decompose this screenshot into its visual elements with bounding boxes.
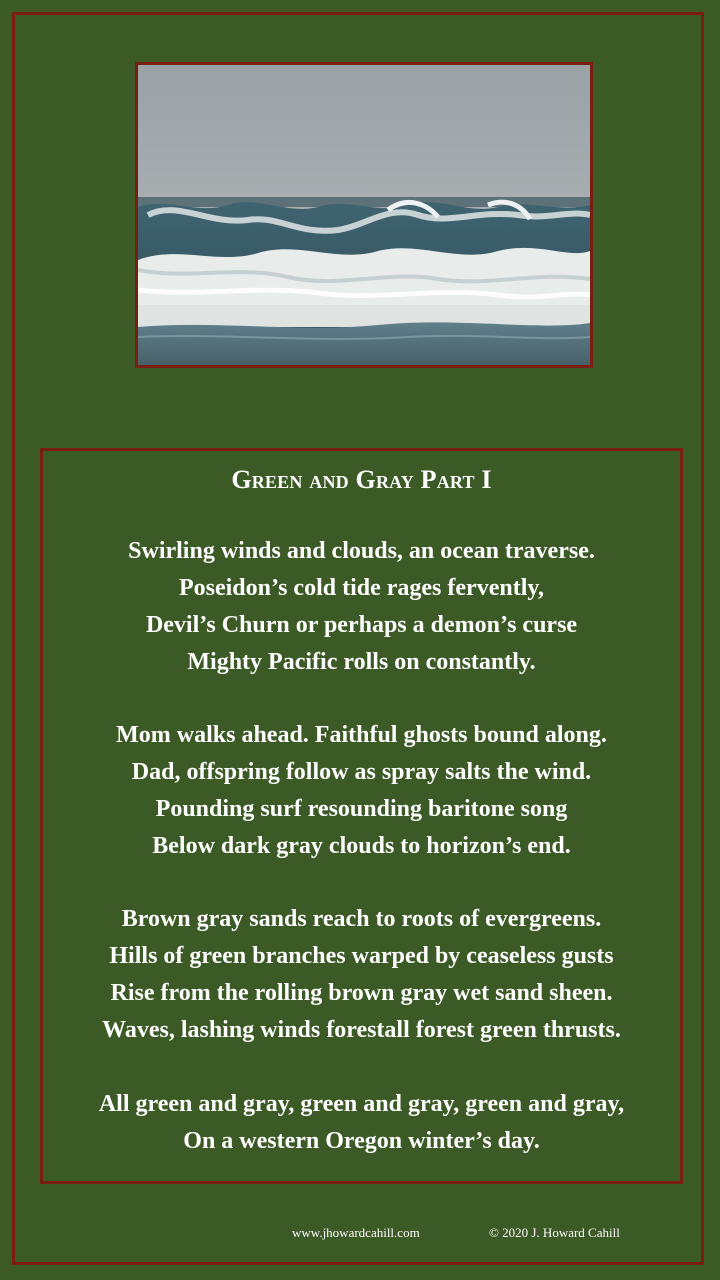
poem-line: Brown gray sands reach to roots of evergreens. [121, 906, 602, 932]
copyright-notice: © 2020 J. Howard Cahill [489, 1225, 620, 1240]
poem-line: All green and gray, green and gray, green and gray, [98, 1091, 625, 1117]
poem-box [40, 448, 683, 1184]
ocean-waves-image [138, 65, 590, 365]
stanza-2 [43, 717, 680, 865]
poem-line: Below dark gray clouds to horizon’s end. [152, 833, 571, 859]
poem-line: Devil’s Churn or perhaps a demon’s curse [145, 612, 578, 638]
stanza-1 [43, 533, 680, 681]
poem-line: Poseidon’s cold tide rages fervently, [178, 575, 545, 601]
poem-title: Green and Gray Part I [231, 465, 492, 494]
poem-line: Hills of green branches warped by ceaseless gusts [109, 943, 614, 969]
poem-line: Waves, lashing winds forestall forest green thrusts. [102, 1017, 621, 1043]
ocean-waves-photo [135, 62, 593, 368]
poem-line: Swirling winds and clouds, an ocean traverse. [128, 538, 595, 564]
website-link[interactable]: www.jhowardcahill.com [292, 1225, 420, 1240]
stanza-3 [43, 901, 680, 1049]
stanza-4 [43, 1086, 680, 1160]
poem-line: Pounding surf resounding baritone song [155, 796, 568, 822]
poem-line: Rise from the rolling brown gray wet sand sheen. [110, 980, 613, 1006]
poem-line: On a western Oregon winter’s day. [183, 1128, 540, 1154]
poem-line: Mighty Pacific rolls on constantly. [187, 649, 536, 675]
poem-line: Mom walks ahead. Faithful ghosts bound along. [116, 722, 607, 748]
poem-line: Dad, offspring follow as spray salts the wind. [131, 759, 592, 785]
